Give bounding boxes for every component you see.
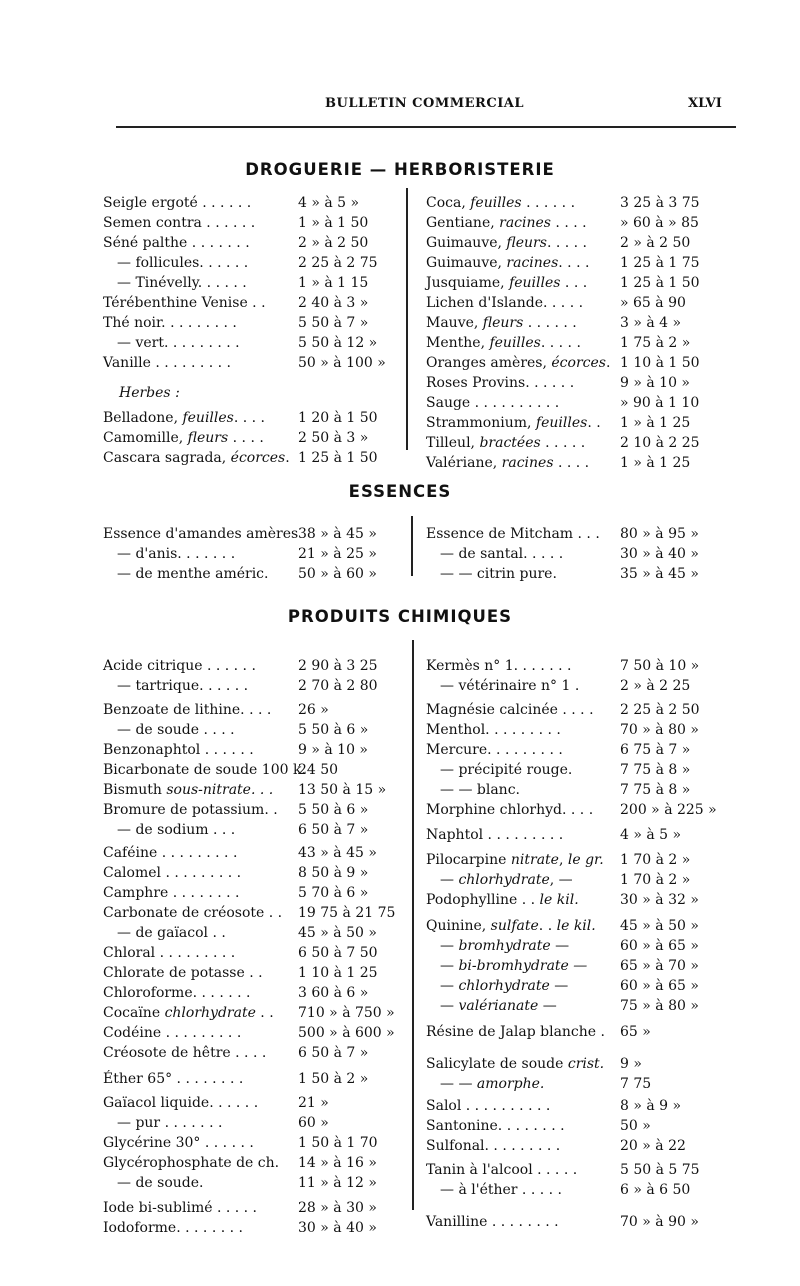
- item-price: 6 50 à 7 50: [298, 945, 378, 961]
- item-label: Menthol. . . . . . . . .: [426, 722, 561, 738]
- item-label: Sauge . . . . . . . . . .: [426, 395, 560, 411]
- item-price: 1 » à 1 50: [298, 215, 369, 231]
- item-label: Calomel . . . . . . . . .: [103, 865, 242, 881]
- item-price: 4 » à 5 »: [298, 195, 360, 211]
- item-price: 710 » à 750 »: [298, 1005, 395, 1021]
- item-price: 2 » à 2 25: [620, 678, 691, 694]
- item-label: — tartrique. . . . . .: [117, 678, 249, 694]
- item-price: 500 » à 600 »: [298, 1025, 395, 1041]
- item-label: Roses Provins. . . . . .: [426, 375, 575, 391]
- item-label: Kermès n° 1. . . . . . .: [426, 658, 572, 674]
- item-label: Menthe, feuilles. . . . .: [426, 335, 581, 351]
- item-price: » 60 à » 85: [620, 215, 699, 231]
- item-label: Mercure. . . . . . . . .: [426, 742, 563, 758]
- item-price: 30 » à 40 »: [620, 546, 699, 562]
- item-price: 2 90 à 3 25: [298, 658, 378, 674]
- item-label: — chlorhydrate —: [440, 978, 569, 994]
- item-label: Gaïacol liquide. . . . . .: [103, 1095, 259, 1111]
- item-price: 2 70 à 2 80: [298, 678, 378, 694]
- header-rule: [116, 126, 736, 128]
- item-label: Bicarbonate de soude 100 k.: [103, 762, 306, 778]
- item-label: Cocaïne chlorhydrate . .: [103, 1005, 274, 1021]
- item-label: Morphine chlorhyd. . . .: [426, 802, 594, 818]
- item-price: 80 » à 95 »: [620, 526, 699, 542]
- item-price: 30 » à 32 »: [620, 892, 699, 908]
- item-label: Sulfonal. . . . . . . . .: [426, 1138, 561, 1154]
- item-label: Naphtol . . . . . . . . .: [426, 827, 564, 843]
- item-label: Jusquiame, feuilles . . .: [426, 275, 588, 291]
- item-label: — vétérinaire n° 1 .: [440, 678, 580, 694]
- item-price: 5 50 à 6 »: [298, 722, 369, 738]
- running-header: [0, 96, 800, 116]
- item-price: 60 »: [298, 1115, 329, 1131]
- item-price: 6 » à 6 50: [620, 1182, 691, 1198]
- item-price: 2 50 à 3 »: [298, 430, 369, 446]
- item-price: 5 70 à 6 »: [298, 885, 369, 901]
- item-label: Mauve, fleurs . . . . . .: [426, 315, 577, 331]
- item-label: Chloroforme. . . . . . .: [103, 985, 251, 1001]
- item-label: Valériane, racines . . . .: [426, 455, 590, 471]
- item-price: 5 50 à 5 75: [620, 1162, 700, 1178]
- item-label: Essence d'amandes amères: [103, 526, 299, 542]
- item-price: 6 50 à 7 »: [298, 822, 369, 838]
- item-price: 13 50 à 15 »: [298, 782, 387, 798]
- item-price: 9 » à 10 »: [620, 375, 690, 391]
- item-label: Térébenthine Venise . .: [103, 295, 266, 311]
- item-price: 1 10 à 1 50: [620, 355, 700, 371]
- item-price: 200 » à 225 »: [620, 802, 717, 818]
- item-price: 7 50 à 10 »: [620, 658, 700, 674]
- item-price: 1 70 à 2 »: [620, 852, 691, 868]
- item-price: 21 » à 25 »: [298, 546, 377, 562]
- item-label: — précipité rouge.: [440, 762, 573, 778]
- item-label: Guimauve, racines. . . .: [426, 255, 590, 271]
- item-price: 1 25 à 1 75: [620, 255, 700, 271]
- item-label: — chlorhydrate, —: [440, 872, 573, 888]
- item-price: 45 » à 50 »: [298, 925, 377, 941]
- item-label: Éther 65° . . . . . . . .: [103, 1071, 244, 1087]
- item-label: Chloral . . . . . . . . .: [103, 945, 236, 961]
- item-label: Magnésie calcinée . . . .: [426, 702, 594, 718]
- item-label: Essence de Mitcham . . .: [426, 526, 600, 542]
- item-label: Oranges amères, écorces.: [426, 355, 611, 371]
- item-price: 1 25 à 1 50: [620, 275, 700, 291]
- item-label: Pilocarpine nitrate, le gr.: [426, 852, 604, 868]
- item-price: 4 » à 5 »: [620, 827, 682, 843]
- item-label: Codéine . . . . . . . . .: [103, 1025, 242, 1041]
- item-label: — bi-bromhydrate —: [440, 958, 588, 974]
- item-label: Iode bi-sublimé . . . . .: [103, 1200, 258, 1216]
- item-label: — de gaïacol . .: [117, 925, 226, 941]
- item-price: 65 »: [620, 1024, 651, 1040]
- item-label: Herbes :: [119, 385, 180, 401]
- item-label: Benzoate de lithine. . . .: [103, 702, 272, 718]
- item-label: — bromhydrate —: [440, 938, 570, 954]
- item-price: 50 » à 60 »: [298, 566, 377, 582]
- item-label: Bromure de potassium. .: [103, 802, 278, 818]
- column-divider: [411, 516, 413, 576]
- item-price: 5 50 à 7 »: [298, 315, 369, 331]
- item-label: — — blanc.: [440, 782, 520, 798]
- item-price: 3 25 à 3 75: [620, 195, 700, 211]
- item-price: 65 » à 70 »: [620, 958, 699, 974]
- item-price: » 90 à 1 10: [620, 395, 700, 411]
- item-price: 2 25 à 2 75: [298, 255, 378, 271]
- item-label: Camomille, fleurs . . . .: [103, 430, 264, 446]
- item-label: Vanille . . . . . . . . .: [103, 355, 232, 371]
- item-label: Seigle ergoté . . . . . .: [103, 195, 252, 211]
- item-price: 2 » à 2 50: [298, 235, 369, 251]
- item-price: 2 25 à 2 50: [620, 702, 700, 718]
- item-label: Guimauve, fleurs. . . . .: [426, 235, 588, 251]
- item-label: Chlorate de potasse . .: [103, 965, 263, 981]
- item-price: 38 » à 45 »: [298, 526, 377, 542]
- item-price: 70 » à 90 »: [620, 1214, 699, 1230]
- item-label: Camphre . . . . . . . .: [103, 885, 240, 901]
- item-price: 1 20 à 1 50: [298, 410, 378, 426]
- item-price: 2 » à 2 50: [620, 235, 691, 251]
- item-price: 7 75 à 8 »: [620, 762, 691, 778]
- item-label: Séné palthe . . . . . . .: [103, 235, 250, 251]
- item-price: 28 » à 30 »: [298, 1200, 377, 1216]
- item-label: — vert. . . . . . . . .: [117, 335, 240, 351]
- item-label: — à l'éther . . . . .: [440, 1182, 562, 1198]
- item-price: 26 »: [298, 702, 329, 718]
- column-divider: [412, 640, 414, 1210]
- page-number: XLVI: [688, 96, 722, 111]
- item-price: 8 50 à 9 »: [298, 865, 369, 881]
- item-label: Thé noir. . . . . . . . .: [103, 315, 237, 331]
- item-label: Coca, feuilles . . . . . .: [426, 195, 576, 211]
- item-price: 8 » à 9 »: [620, 1098, 682, 1114]
- item-price: 21 »: [298, 1095, 329, 1111]
- item-price: 14 » à 16 »: [298, 1155, 377, 1171]
- item-label: — — amorphe.: [440, 1076, 545, 1092]
- item-price: 24 50: [298, 762, 339, 778]
- item-price: 45 » à 50 »: [620, 918, 699, 934]
- item-label: Lichen d'Islande. . . . .: [426, 295, 584, 311]
- item-price: 60 » à 65 »: [620, 978, 699, 994]
- item-price: 1 25 à 1 50: [298, 450, 378, 466]
- item-label: Semen contra . . . . . .: [103, 215, 256, 231]
- item-label: Résine de Jalap blanche .: [426, 1024, 605, 1040]
- item-price: 30 » à 40 »: [298, 1220, 377, 1236]
- item-label: Podophylline . . le kil.: [426, 892, 579, 908]
- item-price: 1 10 à 1 25: [298, 965, 378, 981]
- item-price: 9 » à 10 »: [298, 742, 368, 758]
- item-label: Glycérophosphate de ch.: [103, 1155, 280, 1171]
- item-price: 43 » à 45 »: [298, 845, 377, 861]
- item-price: 60 » à 65 »: [620, 938, 699, 954]
- column-divider: [406, 188, 408, 450]
- item-price: 7 75 à 8 »: [620, 782, 691, 798]
- item-price: 75 » à 80 »: [620, 998, 699, 1014]
- item-label: Tanin à l'alcool . . . . .: [426, 1162, 578, 1178]
- item-label: — de sodium . . .: [117, 822, 236, 838]
- item-label: Gentiane, racines . . . .: [426, 215, 587, 231]
- item-price: 1 70 à 2 »: [620, 872, 691, 888]
- section-title: ESSENCES: [348, 482, 452, 501]
- item-price: 1 50 à 1 70: [298, 1135, 378, 1151]
- item-label: Belladone, feuilles. . . .: [103, 410, 266, 426]
- section-title: DROGUERIE — HERBORISTERIE: [245, 160, 555, 179]
- item-price: » 65 à 90: [620, 295, 686, 311]
- item-label: Bismuth sous-nitrate. . .: [103, 782, 274, 798]
- item-label: Benzonaphtol . . . . . .: [103, 742, 254, 758]
- item-price: 11 » à 12 »: [298, 1175, 377, 1191]
- item-label: Créosote de hêtre . . . .: [103, 1045, 267, 1061]
- item-label: Salicylate de soude crist.: [426, 1056, 605, 1072]
- item-label: — Tinévelly. . . . . .: [117, 275, 247, 291]
- item-price: 2 40 à 3 »: [298, 295, 369, 311]
- item-price: 1 75 à 2 »: [620, 335, 691, 351]
- bulletin-title: BULLETIN COMMERCIAL: [325, 96, 524, 111]
- item-label: — — citrin pure.: [440, 566, 557, 582]
- item-price: 6 75 à 7 »: [620, 742, 691, 758]
- item-label: Cascara sagrada, écorces.: [103, 450, 290, 466]
- item-label: — pur . . . . . . .: [117, 1115, 223, 1131]
- item-label: Carbonate de créosote . .: [103, 905, 283, 921]
- item-label: — valérianate —: [440, 998, 557, 1014]
- item-price: 50 »: [620, 1118, 651, 1134]
- item-label: — de santal. . . . .: [440, 546, 564, 562]
- item-label: Santonine. . . . . . . .: [426, 1118, 565, 1134]
- item-label: — follicules. . . . . .: [117, 255, 249, 271]
- item-label: Glycérine 30° . . . . . .: [103, 1135, 254, 1151]
- item-label: Strammonium, feuilles. .: [426, 415, 601, 431]
- item-label: — de soude.: [117, 1175, 204, 1191]
- item-price: 1 » à 1 25: [620, 455, 691, 471]
- item-price: 3 » à 4 »: [620, 315, 682, 331]
- item-price: 70 » à 80 »: [620, 722, 699, 738]
- item-price: 35 » à 45 »: [620, 566, 699, 582]
- item-label: Quinine, sulfate. . le kil.: [426, 918, 596, 934]
- item-label: Tilleul, bractées . . . . .: [426, 435, 586, 451]
- item-label: — d'anis. . . . . . .: [117, 546, 236, 562]
- item-price: 50 » à 100 »: [298, 355, 386, 371]
- item-label: Vanilline . . . . . . . .: [426, 1214, 559, 1230]
- item-label: Iodoforme. . . . . . . .: [103, 1220, 243, 1236]
- item-label: — de soude . . . .: [117, 722, 235, 738]
- item-label: — de menthe améric.: [117, 566, 269, 582]
- item-price: 7 75: [620, 1076, 652, 1092]
- item-price: 2 10 à 2 25: [620, 435, 700, 451]
- item-price: 19 75 à 21 75: [298, 905, 396, 921]
- item-price: 1 50 à 2 »: [298, 1071, 369, 1087]
- item-price: 20 » à 22: [620, 1138, 686, 1154]
- item-label: Acide citrique . . . . . .: [103, 658, 256, 674]
- item-label: Salol . . . . . . . . . .: [426, 1098, 551, 1114]
- item-price: 1 » à 1 15: [298, 275, 369, 291]
- item-price: 5 50 à 12 »: [298, 335, 378, 351]
- item-price: 9 »: [620, 1056, 642, 1072]
- item-price: 1 » à 1 25: [620, 415, 691, 431]
- section-title: PRODUITS CHIMIQUES: [287, 607, 513, 626]
- item-price: 6 50 à 7 »: [298, 1045, 369, 1061]
- item-label: Caféine . . . . . . . . .: [103, 845, 238, 861]
- item-price: 5 50 à 6 »: [298, 802, 369, 818]
- item-price: 3 60 à 6 »: [298, 985, 369, 1001]
